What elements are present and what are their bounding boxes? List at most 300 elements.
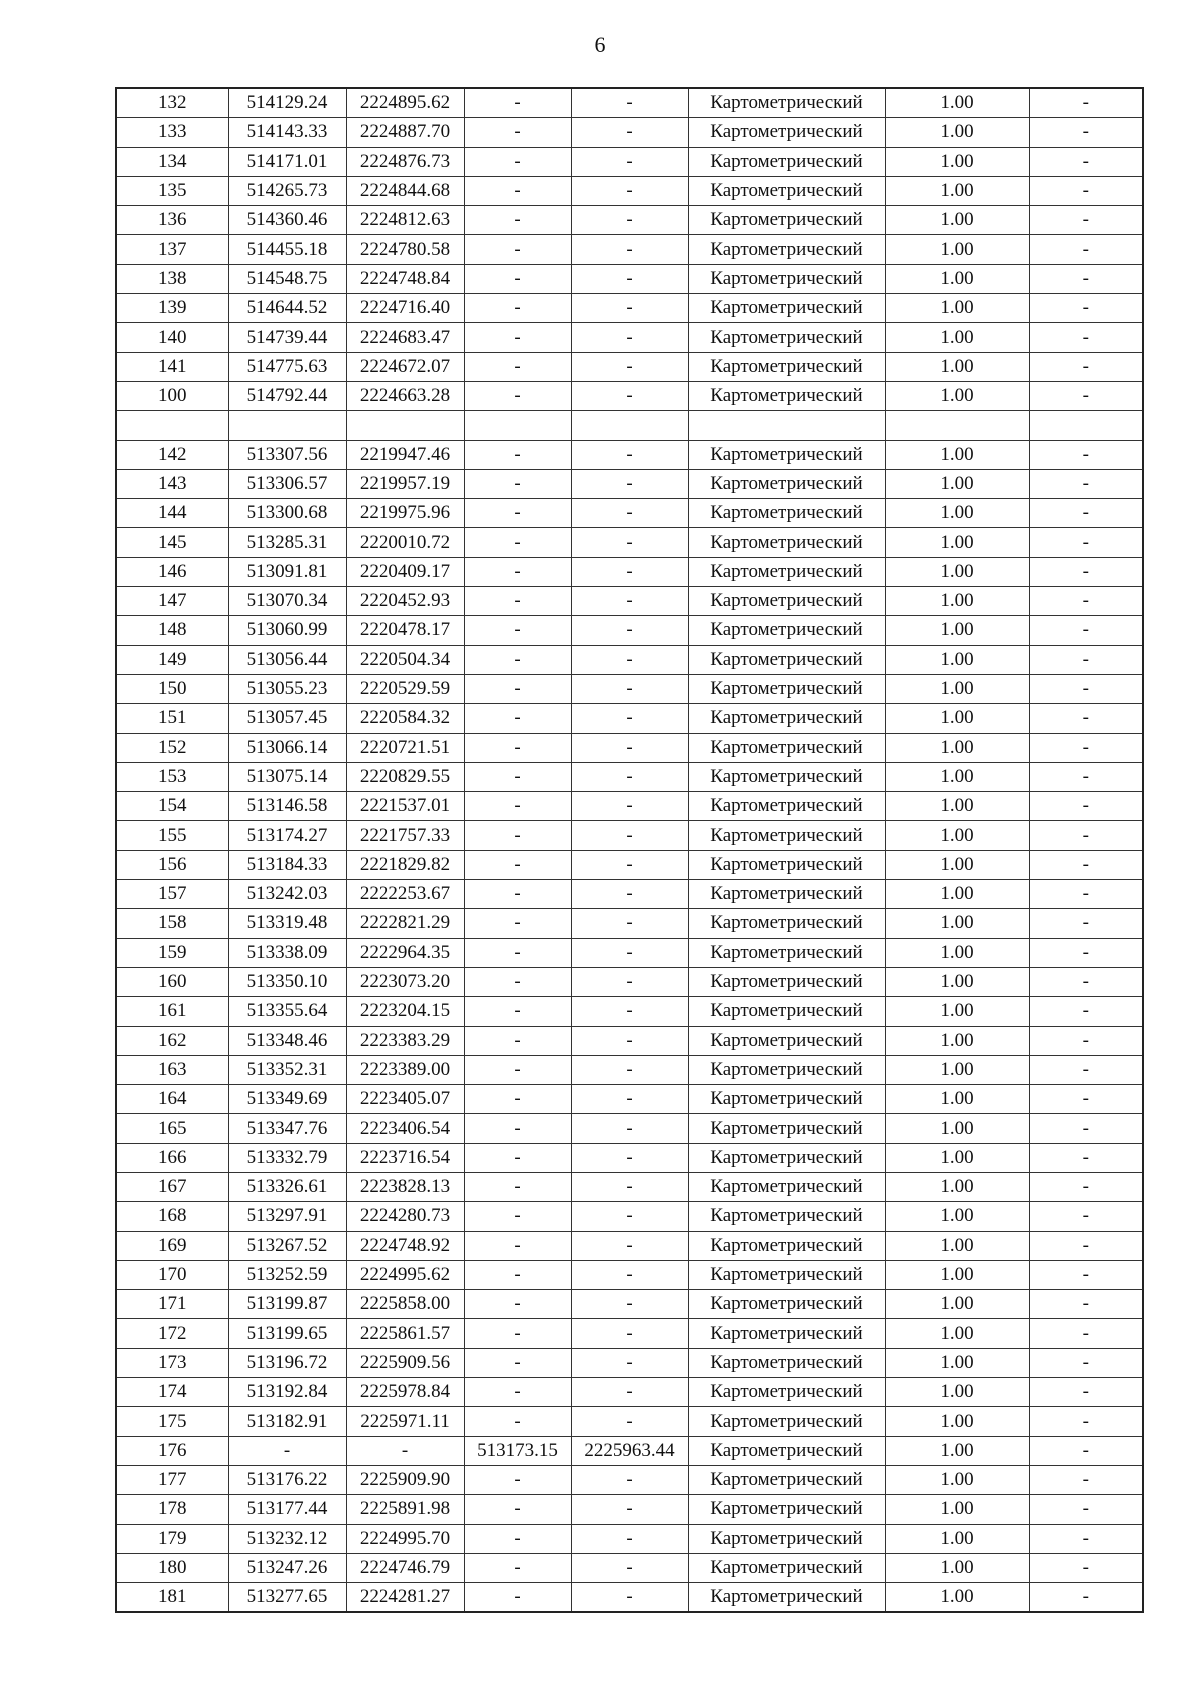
existing-y-cell: 2223716.54 [346, 1143, 464, 1172]
existing-x-cell: 513347.76 [228, 1114, 346, 1143]
existing-y-cell: 2224672.07 [346, 352, 464, 381]
refined-y-cell: 2225963.44 [571, 1436, 688, 1465]
accuracy-cell: 1.00 [885, 1143, 1029, 1172]
point-number-cell: 137 [116, 235, 228, 264]
refined-x-cell: - [464, 850, 571, 879]
existing-x-cell: 513199.65 [228, 1319, 346, 1348]
description-cell: - [1029, 1583, 1143, 1613]
description-cell: - [1029, 1348, 1143, 1377]
description-cell: - [1029, 645, 1143, 674]
existing-x-cell [228, 411, 346, 440]
table-row [116, 440, 1143, 469]
table-row [116, 88, 1143, 118]
accuracy-cell: 1.00 [885, 235, 1029, 264]
existing-y-cell: 2224812.63 [346, 206, 464, 235]
accuracy-cell: 1.00 [885, 1260, 1029, 1289]
existing-y-cell [346, 411, 464, 440]
refined-x-cell: - [464, 1114, 571, 1143]
point-number-cell: 152 [116, 733, 228, 762]
refined-y-cell: - [571, 938, 688, 967]
refined-y-cell: - [571, 1143, 688, 1172]
existing-x-cell: 513300.68 [228, 499, 346, 528]
existing-y-cell: 2223389.00 [346, 1055, 464, 1084]
refined-y-cell: - [571, 1407, 688, 1436]
existing-y-cell: 2224887.70 [346, 118, 464, 147]
accuracy-cell: 1.00 [885, 938, 1029, 967]
table-row [116, 1465, 1143, 1494]
accuracy-cell: 1.00 [885, 1114, 1029, 1143]
refined-y-cell: - [571, 1553, 688, 1582]
accuracy-cell: 1.00 [885, 469, 1029, 498]
existing-x-cell: 513326.61 [228, 1172, 346, 1201]
page-number: 6 [594, 32, 606, 57]
description-cell: - [1029, 1055, 1143, 1084]
refined-x-cell: - [464, 1495, 571, 1524]
point-number-cell: 100 [116, 381, 228, 410]
existing-x-cell: 513177.44 [228, 1495, 346, 1524]
refined-x-cell: - [464, 762, 571, 791]
table-row [116, 1055, 1143, 1084]
existing-x-cell: 513146.58 [228, 792, 346, 821]
method-cell: Картометрический [688, 1436, 885, 1465]
refined-x-cell: - [464, 264, 571, 293]
refined-y-cell: - [571, 616, 688, 645]
existing-x-cell: 513267.52 [228, 1231, 346, 1260]
accuracy-cell: 1.00 [885, 352, 1029, 381]
description-cell: - [1029, 206, 1143, 235]
refined-x-cell: - [464, 352, 571, 381]
refined-x-cell: - [464, 528, 571, 557]
existing-x-cell: 513182.91 [228, 1407, 346, 1436]
accuracy-cell: 1.00 [885, 850, 1029, 879]
point-number-cell: 144 [116, 499, 228, 528]
existing-x-cell: 513199.87 [228, 1290, 346, 1319]
point-number-cell: 178 [116, 1495, 228, 1524]
existing-y-cell: 2224780.58 [346, 235, 464, 264]
method-cell: Картометрический [688, 967, 885, 996]
refined-y-cell: - [571, 264, 688, 293]
accuracy-cell: 1.00 [885, 762, 1029, 791]
description-cell: - [1029, 1202, 1143, 1231]
description-cell: - [1029, 528, 1143, 557]
refined-y-cell: - [571, 557, 688, 586]
point-number-cell: 163 [116, 1055, 228, 1084]
refined-y-cell: - [571, 88, 688, 118]
point-number-cell: 162 [116, 1026, 228, 1055]
table-row [116, 909, 1143, 938]
existing-x-cell: 514644.52 [228, 294, 346, 323]
description-cell: - [1029, 1495, 1143, 1524]
method-cell: Картометрический [688, 88, 885, 118]
refined-x-cell: - [464, 704, 571, 733]
method-cell: Картометрический [688, 294, 885, 323]
existing-x-cell: 513242.03 [228, 880, 346, 909]
description-cell [1029, 411, 1143, 440]
existing-y-cell: 2220409.17 [346, 557, 464, 586]
existing-x-cell: 514143.33 [228, 118, 346, 147]
refined-y-cell: - [571, 909, 688, 938]
refined-y-cell: - [571, 1465, 688, 1494]
refined-y-cell: - [571, 1583, 688, 1613]
existing-x-cell: 513355.64 [228, 997, 346, 1026]
refined-x-cell: - [464, 645, 571, 674]
accuracy-cell: 1.00 [885, 118, 1029, 147]
existing-y-cell: 2223406.54 [346, 1114, 464, 1143]
point-number-cell [116, 411, 228, 440]
refined-y-cell: - [571, 235, 688, 264]
accuracy-cell: 1.00 [885, 1172, 1029, 1201]
table-row [116, 704, 1143, 733]
method-cell: Картометрический [688, 440, 885, 469]
point-number-cell: 147 [116, 587, 228, 616]
table-row [116, 792, 1143, 821]
method-cell: Картометрический [688, 1407, 885, 1436]
point-number-cell: 176 [116, 1436, 228, 1465]
description-cell: - [1029, 792, 1143, 821]
description-cell: - [1029, 1231, 1143, 1260]
accuracy-cell: 1.00 [885, 1378, 1029, 1407]
table-row [116, 235, 1143, 264]
description-cell: - [1029, 1319, 1143, 1348]
point-number-cell: 179 [116, 1524, 228, 1553]
existing-x-cell: 514129.24 [228, 88, 346, 118]
accuracy-cell: 1.00 [885, 176, 1029, 205]
existing-x-cell: 513306.57 [228, 469, 346, 498]
accuracy-cell: 1.00 [885, 1524, 1029, 1553]
point-number-cell: 148 [116, 616, 228, 645]
description-cell: - [1029, 1260, 1143, 1289]
refined-y-cell [571, 411, 688, 440]
refined-y-cell: - [571, 821, 688, 850]
description-cell: - [1029, 1378, 1143, 1407]
accuracy-cell: 1.00 [885, 967, 1029, 996]
description-cell: - [1029, 147, 1143, 176]
refined-y-cell: - [571, 294, 688, 323]
description-cell: - [1029, 1290, 1143, 1319]
accuracy-cell: 1.00 [885, 264, 1029, 293]
existing-x-cell: 513338.09 [228, 938, 346, 967]
existing-x-cell: 514265.73 [228, 176, 346, 205]
accuracy-cell: 1.00 [885, 1407, 1029, 1436]
existing-y-cell: 2225861.57 [346, 1319, 464, 1348]
method-cell: Картометрический [688, 909, 885, 938]
refined-y-cell: - [571, 1260, 688, 1289]
table-row [116, 469, 1143, 498]
method-cell: Картометрический [688, 821, 885, 850]
accuracy-cell: 1.00 [885, 792, 1029, 821]
accuracy-cell: 1.00 [885, 323, 1029, 352]
refined-x-cell: - [464, 1055, 571, 1084]
description-cell: - [1029, 294, 1143, 323]
description-cell: - [1029, 1085, 1143, 1114]
method-cell: Картометрический [688, 1583, 885, 1613]
refined-x-cell: - [464, 1085, 571, 1114]
description-cell: - [1029, 733, 1143, 762]
accuracy-cell: 1.00 [885, 1583, 1029, 1613]
point-number-cell: 169 [116, 1231, 228, 1260]
table-row [116, 1202, 1143, 1231]
method-cell: Картометрический [688, 206, 885, 235]
method-cell: Картометрический [688, 557, 885, 586]
point-number-cell: 150 [116, 674, 228, 703]
refined-x-cell: - [464, 206, 571, 235]
refined-y-cell: - [571, 1319, 688, 1348]
point-number-cell: 177 [116, 1465, 228, 1494]
description-cell: - [1029, 235, 1143, 264]
accuracy-cell: 1.00 [885, 1085, 1029, 1114]
table-row [116, 645, 1143, 674]
refined-y-cell: - [571, 440, 688, 469]
accuracy-cell: 1.00 [885, 528, 1029, 557]
existing-y-cell: 2225909.90 [346, 1465, 464, 1494]
refined-x-cell: - [464, 1465, 571, 1494]
point-number-cell: 171 [116, 1290, 228, 1319]
accuracy-cell: 1.00 [885, 294, 1029, 323]
existing-y-cell: 2224716.40 [346, 294, 464, 323]
point-number-cell: 141 [116, 352, 228, 381]
point-number-cell: 132 [116, 88, 228, 118]
existing-x-cell: 513056.44 [228, 645, 346, 674]
existing-x-cell: 513332.79 [228, 1143, 346, 1172]
existing-y-cell: 2225971.11 [346, 1407, 464, 1436]
table-row [116, 674, 1143, 703]
method-cell: Картометрический [688, 528, 885, 557]
refined-x-cell: - [464, 1290, 571, 1319]
point-number-cell: 172 [116, 1319, 228, 1348]
refined-x-cell: - [464, 1524, 571, 1553]
existing-x-cell: 513319.48 [228, 909, 346, 938]
refined-x-cell: - [464, 176, 571, 205]
refined-x-cell: - [464, 235, 571, 264]
description-cell: - [1029, 880, 1143, 909]
point-number-cell: 161 [116, 997, 228, 1026]
existing-y-cell: 2219975.96 [346, 499, 464, 528]
existing-y-cell: 2219947.46 [346, 440, 464, 469]
accuracy-cell: 1.00 [885, 821, 1029, 850]
refined-x-cell: - [464, 294, 571, 323]
description-cell: - [1029, 674, 1143, 703]
table-row [116, 1495, 1143, 1524]
description-cell: - [1029, 264, 1143, 293]
refined-x-cell: - [464, 118, 571, 147]
point-number-cell: 180 [116, 1553, 228, 1582]
description-cell: - [1029, 323, 1143, 352]
existing-y-cell: - [346, 1436, 464, 1465]
existing-y-cell: 2225909.56 [346, 1348, 464, 1377]
description-cell: - [1029, 1172, 1143, 1201]
refined-y-cell: - [571, 792, 688, 821]
table-row [116, 176, 1143, 205]
existing-x-cell: 513252.59 [228, 1260, 346, 1289]
existing-y-cell: 2223405.07 [346, 1085, 464, 1114]
existing-y-cell: 2219957.19 [346, 469, 464, 498]
table-row [116, 1231, 1143, 1260]
accuracy-cell: 1.00 [885, 880, 1029, 909]
existing-x-cell: 514775.63 [228, 352, 346, 381]
existing-x-cell: 514360.46 [228, 206, 346, 235]
table-row [116, 850, 1143, 879]
point-number-cell: 153 [116, 762, 228, 791]
existing-y-cell: 2223828.13 [346, 1172, 464, 1201]
refined-x-cell: - [464, 1319, 571, 1348]
table-row [116, 411, 1143, 440]
existing-x-cell: 513350.10 [228, 967, 346, 996]
method-cell: Картометрический [688, 176, 885, 205]
table-row [116, 1524, 1143, 1553]
accuracy-cell: 1.00 [885, 1553, 1029, 1582]
refined-x-cell: - [464, 381, 571, 410]
refined-y-cell: - [571, 1290, 688, 1319]
point-number-cell: 151 [116, 704, 228, 733]
existing-y-cell: 2224748.92 [346, 1231, 464, 1260]
point-number-cell: 139 [116, 294, 228, 323]
method-cell: Картометрический [688, 1260, 885, 1289]
coordinates-table [115, 87, 1144, 1613]
table-row [116, 557, 1143, 586]
table-row [116, 1583, 1143, 1613]
point-number-cell: 149 [116, 645, 228, 674]
method-cell: Картометрический [688, 645, 885, 674]
method-cell: Картометрический [688, 1231, 885, 1260]
method-cell: Картометрический [688, 323, 885, 352]
refined-y-cell: - [571, 1524, 688, 1553]
method-cell: Картометрический [688, 352, 885, 381]
table-row [116, 1143, 1143, 1172]
existing-y-cell: 2220829.55 [346, 762, 464, 791]
existing-y-cell: 2222253.67 [346, 880, 464, 909]
point-number-cell: 175 [116, 1407, 228, 1436]
refined-x-cell: - [464, 587, 571, 616]
method-cell: Картометрический [688, 938, 885, 967]
refined-x-cell: - [464, 1407, 571, 1436]
accuracy-cell: 1.00 [885, 1231, 1029, 1260]
refined-y-cell: - [571, 206, 688, 235]
refined-x-cell: - [464, 821, 571, 850]
method-cell: Картометрический [688, 1114, 885, 1143]
table-row [116, 264, 1143, 293]
existing-x-cell: 513075.14 [228, 762, 346, 791]
refined-x-cell: - [464, 616, 571, 645]
description-cell: - [1029, 1465, 1143, 1494]
method-cell: Картометрический [688, 762, 885, 791]
table-row [116, 352, 1143, 381]
table-row [116, 206, 1143, 235]
point-number-cell: 146 [116, 557, 228, 586]
description-cell: - [1029, 938, 1143, 967]
method-cell: Картометрический [688, 1085, 885, 1114]
point-number-cell: 181 [116, 1583, 228, 1613]
refined-x-cell: - [464, 440, 571, 469]
method-cell: Картометрический [688, 381, 885, 410]
method-cell: Картометрический [688, 235, 885, 264]
table-row [116, 821, 1143, 850]
refined-y-cell: - [571, 528, 688, 557]
point-number-cell: 142 [116, 440, 228, 469]
method-cell: Картометрический [688, 1319, 885, 1348]
accuracy-cell: 1.00 [885, 616, 1029, 645]
point-number-cell: 135 [116, 176, 228, 205]
accuracy-cell: 1.00 [885, 645, 1029, 674]
method-cell: Картометрический [688, 147, 885, 176]
description-cell: - [1029, 997, 1143, 1026]
refined-x-cell: - [464, 938, 571, 967]
refined-x-cell: - [464, 323, 571, 352]
existing-y-cell: 2220529.59 [346, 674, 464, 703]
existing-x-cell: 513277.65 [228, 1583, 346, 1613]
refined-x-cell: - [464, 1583, 571, 1613]
point-number-cell: 165 [116, 1114, 228, 1143]
point-number-cell: 134 [116, 147, 228, 176]
refined-x-cell: - [464, 1231, 571, 1260]
method-cell: Картометрический [688, 997, 885, 1026]
existing-x-cell: 513297.91 [228, 1202, 346, 1231]
existing-y-cell: 2221537.01 [346, 792, 464, 821]
accuracy-cell: 1.00 [885, 499, 1029, 528]
refined-y-cell: - [571, 499, 688, 528]
refined-y-cell: - [571, 1348, 688, 1377]
refined-y-cell: - [571, 1085, 688, 1114]
accuracy-cell: 1.00 [885, 206, 1029, 235]
point-number-cell: 138 [116, 264, 228, 293]
description-cell: - [1029, 118, 1143, 147]
existing-y-cell: 2225891.98 [346, 1495, 464, 1524]
accuracy-cell: 1.00 [885, 88, 1029, 118]
coordinates-table-body [116, 88, 1143, 1612]
description-cell: - [1029, 1026, 1143, 1055]
accuracy-cell: 1.00 [885, 704, 1029, 733]
refined-y-cell: - [571, 469, 688, 498]
existing-y-cell: 2221757.33 [346, 821, 464, 850]
point-number-cell: 166 [116, 1143, 228, 1172]
refined-x-cell: - [464, 792, 571, 821]
accuracy-cell: 1.00 [885, 1202, 1029, 1231]
table-row [116, 1553, 1143, 1582]
description-cell: - [1029, 499, 1143, 528]
description-cell: - [1029, 88, 1143, 118]
method-cell: Картометрический [688, 1553, 885, 1582]
refined-y-cell: - [571, 1026, 688, 1055]
existing-y-cell: 2224995.62 [346, 1260, 464, 1289]
table-row [116, 1172, 1143, 1201]
description-cell: - [1029, 587, 1143, 616]
accuracy-cell: 1.00 [885, 587, 1029, 616]
refined-x-cell: - [464, 1348, 571, 1377]
description-cell: - [1029, 762, 1143, 791]
existing-x-cell: 513174.27 [228, 821, 346, 850]
accuracy-cell: 1.00 [885, 381, 1029, 410]
description-cell: - [1029, 1553, 1143, 1582]
existing-x-cell: 513232.12 [228, 1524, 346, 1553]
refined-x-cell: - [464, 733, 571, 762]
existing-y-cell: 2220584.32 [346, 704, 464, 733]
existing-x-cell: 513091.81 [228, 557, 346, 586]
point-number-cell: 170 [116, 1260, 228, 1289]
existing-x-cell: 513196.72 [228, 1348, 346, 1377]
point-number-cell: 136 [116, 206, 228, 235]
accuracy-cell: 1.00 [885, 1290, 1029, 1319]
point-number-cell: 158 [116, 909, 228, 938]
point-number-cell: 155 [116, 821, 228, 850]
table-row [116, 528, 1143, 557]
accuracy-cell: 1.00 [885, 1026, 1029, 1055]
refined-x-cell: - [464, 1172, 571, 1201]
method-cell: Картометрический [688, 1026, 885, 1055]
refined-y-cell: - [571, 997, 688, 1026]
table-row [116, 294, 1143, 323]
method-cell: Картометрический [688, 1055, 885, 1084]
existing-y-cell: 2223383.29 [346, 1026, 464, 1055]
table-row [116, 1319, 1143, 1348]
